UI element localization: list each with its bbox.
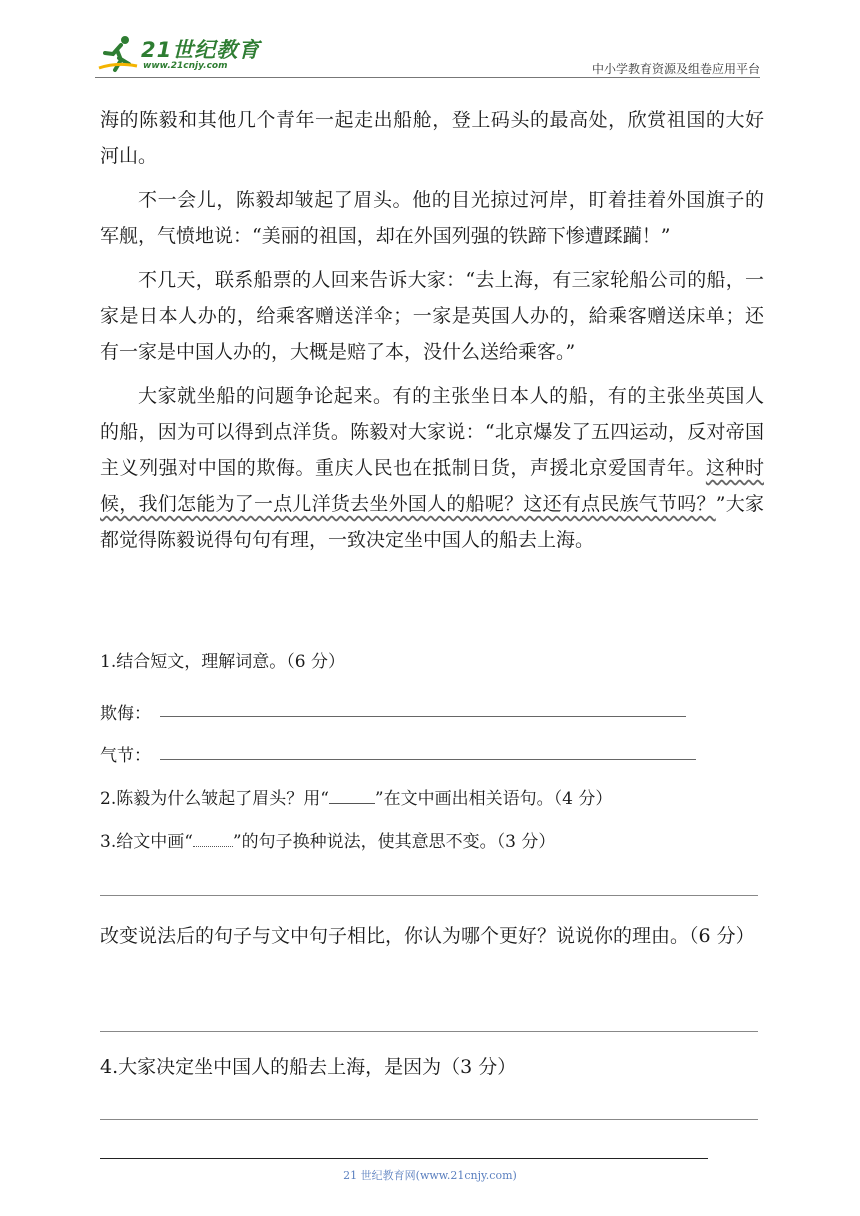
- question-3: [100, 829, 555, 855]
- answer-line-q3[interactable]: [100, 895, 758, 896]
- answer-blank-qiwu[interactable]: [160, 716, 686, 717]
- question-1: 1.结合短文，理解词意。（6 分）: [100, 652, 345, 672]
- paragraph-4-ending: ”大家都觉得陈毅说得句句有理，一致决定坐中国人的船去上海。: [100, 493, 764, 551]
- word-label-qiwu: 欺侮：: [100, 704, 151, 724]
- answer-blank-qijie[interactable]: [160, 759, 696, 760]
- straight-line-marker: [329, 789, 375, 804]
- passage-paragraph-4: [100, 378, 764, 558]
- runner-logo-icon: [95, 34, 139, 74]
- site-logo: [95, 32, 265, 76]
- question-4: 4.大家决定坐中国人的船去上海，是因为（3 分）: [100, 1056, 517, 1078]
- logo-url: www.21cnjy.com: [143, 61, 228, 71]
- word-label-qijie: 气节：: [100, 746, 151, 766]
- wavy-line-marker: [193, 832, 233, 847]
- passage-paragraph-2: 不一会儿，陈毅却皱起了眉头。他的目光掠过河岸，盯着挂着外国旗子的军舰，气愤地说：“美丽的祖国，却在外国列强的铁蹄下惨遭蹂躏！”: [100, 189, 764, 247]
- question-2-text-end: ”在文中画出相关语句。（4 分）: [374, 789, 613, 809]
- header-divider: [95, 77, 760, 78]
- platform-label: 中小学教育资源及组卷应用平台: [591, 62, 760, 76]
- question-2-text: 2.陈毅为什么皱起了眉头？用“: [100, 789, 329, 809]
- passage-paragraph-3: 不几天，联系船票的人回来告诉大家：“去上海，有三家轮船公司的船，一家是日本人办的，给乘客赠送洋伞；一家是英国人办的，給乘客赠送床单；还有一家是中国人办的，大概是赔了本，没什么送给乘客。”: [100, 269, 764, 363]
- wavy-underlined-sentence: 这种时候，我们怎能为了一点儿洋货去坐外国人的船呢？这还有点民族气节吗？: [100, 457, 764, 515]
- page-header: [95, 32, 760, 78]
- question-2: [100, 786, 612, 812]
- footer-divider: [100, 1158, 708, 1159]
- page-footer: 21 世纪教育网(www.21cnjy.com): [343, 1169, 517, 1182]
- answer-line-q3b[interactable]: [100, 1031, 758, 1032]
- paragraph-4-text: 大家就坐船的问题争论起来。有的主张坐日本人的船，有的主张坐英国人的船，因为可以得到点洋货。陈毅对大家说：“北京爆发了五四运动，反对帝国主义列强对中国的欺侮。重庆人民也在抵制日货，声援北京爱国青年。: [100, 385, 764, 479]
- passage-paragraph-1: 海的陈毅和其他几个青年一起走出船舱，登上码头的最高处，欣赏祖国的大好河山。: [100, 109, 764, 167]
- question-3b: 改变说法后的句子与文中句子相比，你认为哪个更好？说说你的理由。（6 分）: [100, 925, 755, 947]
- logo-text: 21世纪教育: [141, 38, 261, 62]
- passage: [100, 102, 764, 566]
- question-3-text-end: ”的句子换种说法，使其意思不变。（3 分）: [232, 832, 556, 852]
- answer-line-q4[interactable]: [100, 1119, 758, 1120]
- question-3-text: 3.给文中画“: [100, 832, 193, 852]
